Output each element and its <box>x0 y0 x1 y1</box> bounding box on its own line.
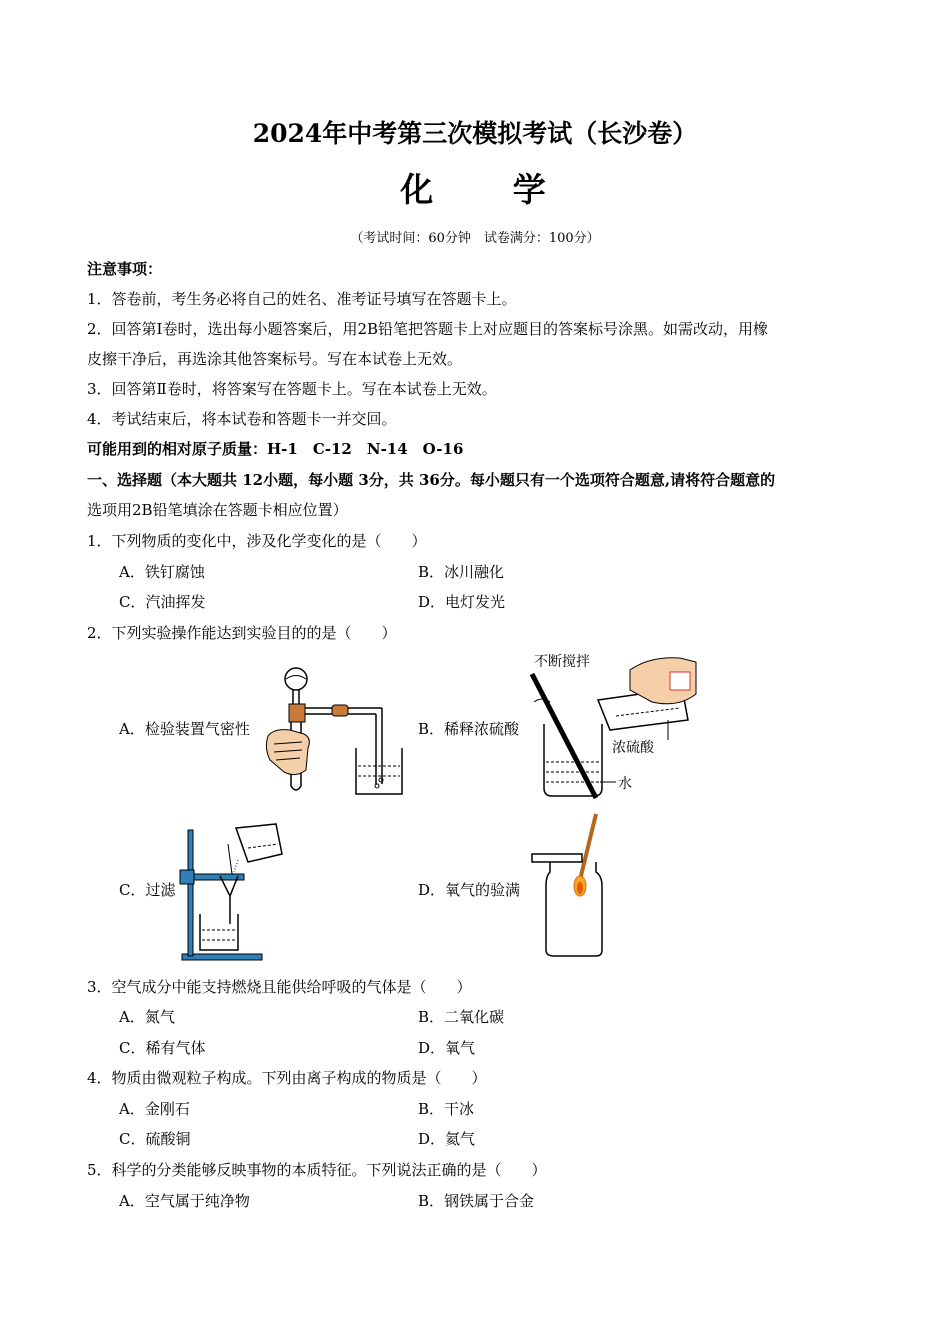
oxygen-test-figure <box>528 810 618 960</box>
section1-heading-cont: 选项用2B铅笔填涂在答题卡相应位置） <box>87 501 348 519</box>
atomic-masses: 可能用到的相对原子质量：H-1 C-12 N-14 O-16 <box>87 440 464 458</box>
acid-label: 浓硫酸 <box>612 740 654 756</box>
stir-label: 不断搅拌 <box>534 654 590 670</box>
exam-title: 2024年中考第三次模拟考试（长沙卷） <box>252 119 698 148</box>
q5-stem: 5．科学的分类能够反映事物的本质特征。下列说法正确的是（ ） <box>87 1161 547 1179</box>
dilute-acid-figure <box>520 650 710 800</box>
q3-option-d: D．氧气 <box>418 1039 476 1057</box>
q3-stem: 3．空气成分中能支持燃烧且能供给呼吸的气体是（ ） <box>87 978 472 996</box>
q4-option-c: C．硫酸铜 <box>119 1130 191 1148</box>
q1-option-b: B．冰川融化 <box>418 563 505 581</box>
q2-option-d: D．氧气的验满 <box>418 881 521 899</box>
q2-option-a: A．检验装置气密性 <box>119 720 250 738</box>
notice-item-2: 2．回答第Ⅰ卷时，选出每小题答案后，用2B铅笔把答题卡上对应题目的答案标号涂黑。如需改动，用橡 <box>87 320 769 338</box>
q1-stem: 1．下列物质的变化中，涉及化学变化的是（ ） <box>87 532 427 550</box>
q4-option-d: D．氦气 <box>418 1130 476 1148</box>
filtration-figure <box>176 820 286 962</box>
q4-option-a: A．金刚石 <box>119 1100 190 1118</box>
q1-option-c: C．汽油挥发 <box>119 593 206 611</box>
notice-item-3: 3．回答第Ⅱ卷时，将答案写在答题卡上。写在本试卷上无效。 <box>87 380 497 398</box>
notice-heading: 注意事项： <box>87 260 163 278</box>
notice-item-2-cont: 皮擦干净后，再选涂其他答案标号。写在本试卷上无效。 <box>87 350 463 368</box>
exam-info: （考试时间：60分钟 试卷满分：100分） <box>350 231 600 246</box>
notice-item-1: 1．答卷前，考生务必将自己的姓名、准考证号填写在答题卡上。 <box>87 290 517 308</box>
q3-option-c: C．稀有气体 <box>119 1039 206 1057</box>
q1-option-d: D．电灯发光 <box>418 593 506 611</box>
q5-option-a: A．空气属于纯净物 <box>119 1192 250 1210</box>
q3-option-b: B．二氧化碳 <box>418 1008 505 1026</box>
q3-option-a: A．氮气 <box>119 1008 175 1026</box>
section1-heading: 一、选择题（本大题共 12小题，每小题 3分，共 36分。每小题只有一个选项符合题意,请将符合题意的 <box>87 471 776 489</box>
q4-stem: 4．物质由微观粒子构成。下列由离子构成的物质是（ ） <box>87 1069 487 1087</box>
q2-option-b: B．稀释浓硫酸 <box>418 720 520 738</box>
water-label: 水 <box>618 776 632 792</box>
q4-option-b: B．干冰 <box>418 1100 475 1118</box>
q2-stem: 2．下列实验操作能达到实验目的的是（ ） <box>87 624 397 642</box>
q5-option-b: B．钢铁属于合金 <box>418 1192 535 1210</box>
notice-item-4: 4．考试结束后，将本试卷和答题卡一并交回。 <box>87 410 397 428</box>
subject-title: 化 学 <box>400 170 580 209</box>
q2-option-c: C．过滤 <box>119 881 176 899</box>
airtightness-check-figure <box>260 660 410 800</box>
q1-option-a: A．铁钉腐蚀 <box>119 563 205 581</box>
